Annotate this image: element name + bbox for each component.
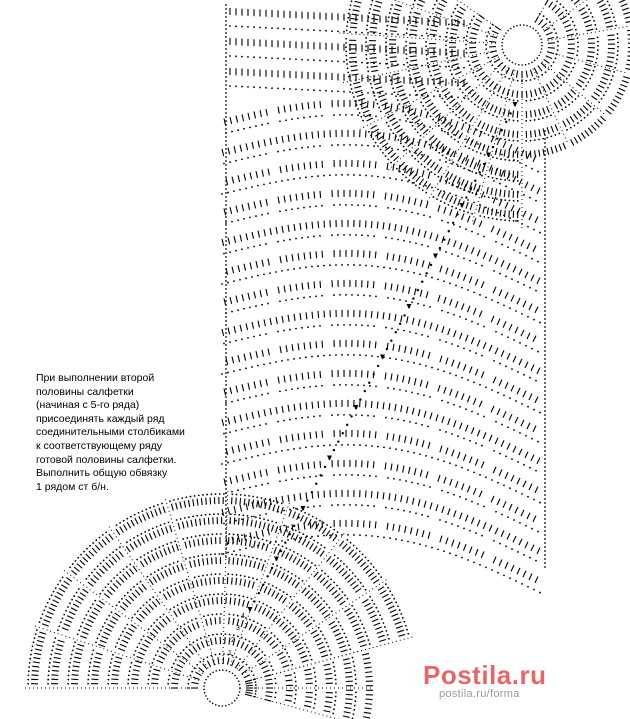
row-number-3: 3 (236, 625, 240, 632)
watermark-url: postila.ru/forma (439, 688, 520, 700)
watermark-logo-tld: .ru (511, 660, 547, 690)
instruction-line: Выполнить общую обвязку (36, 467, 168, 480)
watermark (423, 660, 628, 702)
instruction-line: соединительными столбиками (36, 426, 185, 439)
row-number-2: 2 (231, 637, 235, 644)
instruction-line: к соответствующему ряду (36, 439, 162, 452)
lower-motif (22, 488, 415, 719)
watermark-logo-main: Postila (423, 660, 512, 690)
center-ring-icon (502, 25, 542, 65)
instruction-line: При выполнении второй (36, 372, 155, 384)
watermark-logo (423, 660, 546, 691)
instruction-line: готовой половины салфетки. (36, 453, 177, 466)
instruction-line: присоединять каждый ряд (36, 412, 165, 425)
upper-motif (337, 0, 630, 230)
row-number-labels (228, 613, 245, 657)
center-ring-icon (204, 670, 240, 706)
instruction-line: половины салфетки (36, 385, 134, 398)
row-number-4: 4 (241, 613, 245, 620)
row-number-1: 1 (228, 650, 232, 657)
instruction-line: (начиная с 5-го ряда) (36, 399, 140, 412)
instruction-note (36, 372, 226, 494)
instruction-line: 1 рядом ст б/н. (36, 480, 109, 493)
